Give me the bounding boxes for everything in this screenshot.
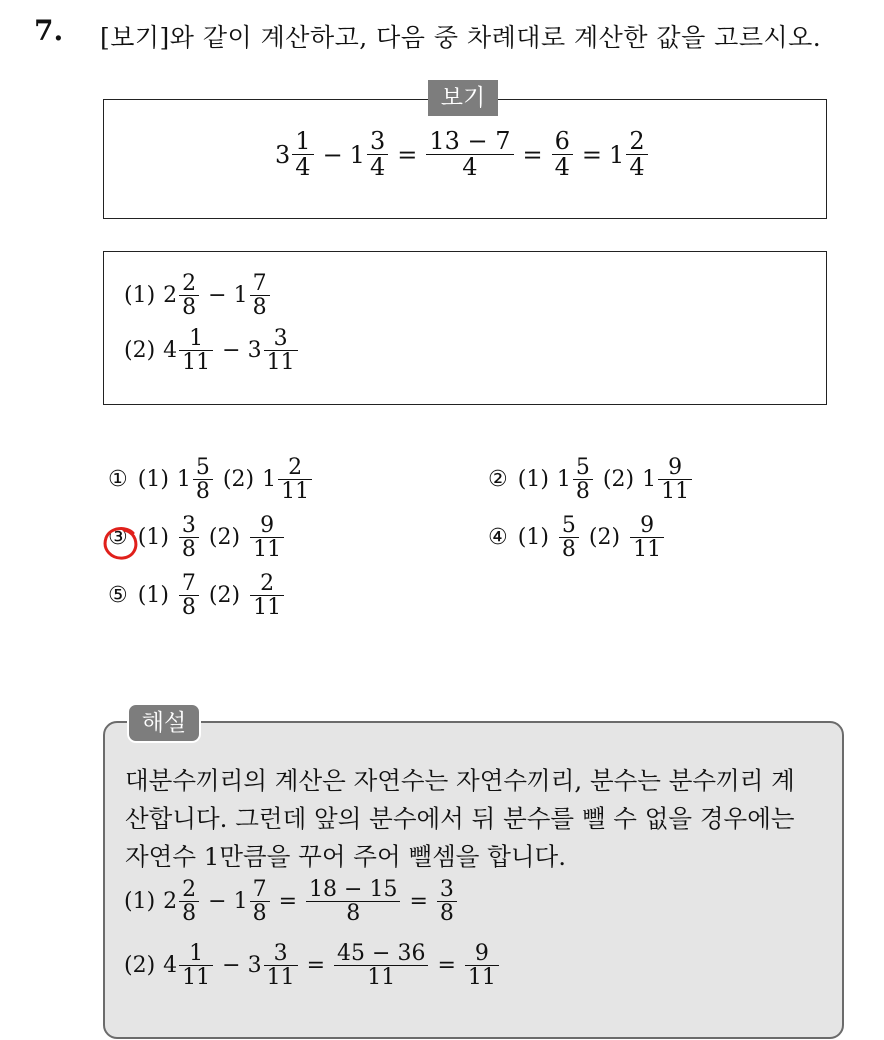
example-fraction-1: $\frac{1}{4}$	[292, 129, 313, 180]
example-step-2: $\frac{6}{4}$	[552, 129, 573, 180]
option-3[interactable]: ③ (1) $\frac{3}{8}$ (2) $\frac{9}{11}$	[108, 514, 286, 561]
problem-2: (2) 4 $\frac{1}{11}$ − 3 $\frac{3}{11}$	[124, 327, 300, 374]
problem-1: (1) 2 $\frac{2}{8}$ − 1 $\frac{7}{8}$	[124, 272, 272, 319]
explanation-equation-2: (2) 4 $\frac{1}{11}$ − 3 $\frac{3}{11}$ = $\frac{45 - 36}{11}$ = $\frac{9}{11}$	[124, 942, 501, 989]
question-number: 7.	[34, 14, 64, 47]
answer-circle-mark	[102, 524, 140, 562]
option-5[interactable]: ⑤ (1) $\frac{7}{8}$ (2) $\frac{2}{11}$	[108, 572, 286, 619]
example-fraction-2: $\frac{3}{4}$	[367, 129, 388, 180]
option-4[interactable]: ④ (1) $\frac{5}{8}$ (2) $\frac{9}{11}$	[488, 514, 666, 561]
explanation-line-2: 산합니다. 그런데 앞의 분수에서 뒤 분수를 뺄 수 없을 경우에는	[125, 804, 795, 833]
example-equation: 3 $\frac{1}{4}$ − 1 $\frac{3}{4}$ = $\frac{13 - 7}{4}$ = $\frac{6}{4}$ = 1 $\frac{2}{4}$	[275, 129, 650, 180]
example-tag: 보기	[428, 80, 498, 116]
question-text: [보기]와 같이 계산하고, 다음 중 차례대로 계산한 값을 고르시오.	[100, 23, 822, 52]
example-result-fraction: $\frac{2}{4}$	[626, 129, 647, 180]
example-whole-1: 3	[275, 140, 291, 169]
explanation-equation-1: (1) 2 $\frac{2}{8}$ − 1 $\frac{7}{8}$ = $\frac{18 - 15}{8}$ = $\frac{3}{8}$	[124, 878, 459, 925]
example-step-1: $\frac{13 - 7}{4}$	[426, 129, 513, 180]
option-1[interactable]: ① (1) 1 $\frac{5}{8}$ (2) 1 $\frac{2}{11}$	[108, 456, 314, 503]
explanation-tag: 해설	[127, 703, 201, 743]
example-result-whole: 1	[609, 140, 625, 169]
explanation-line-1: 대분수끼리의 계산은 자연수는 자연수끼리, 분수는 분수끼리 계	[125, 766, 795, 795]
explanation-line-3: 자연수 1만큼을 꾸어 주어 뺄셈을 합니다.	[125, 842, 566, 871]
option-2[interactable]: ② (1) 1 $\frac{5}{8}$ (2) 1 $\frac{9}{11}$	[488, 456, 694, 503]
example-whole-2: 1	[349, 140, 365, 169]
